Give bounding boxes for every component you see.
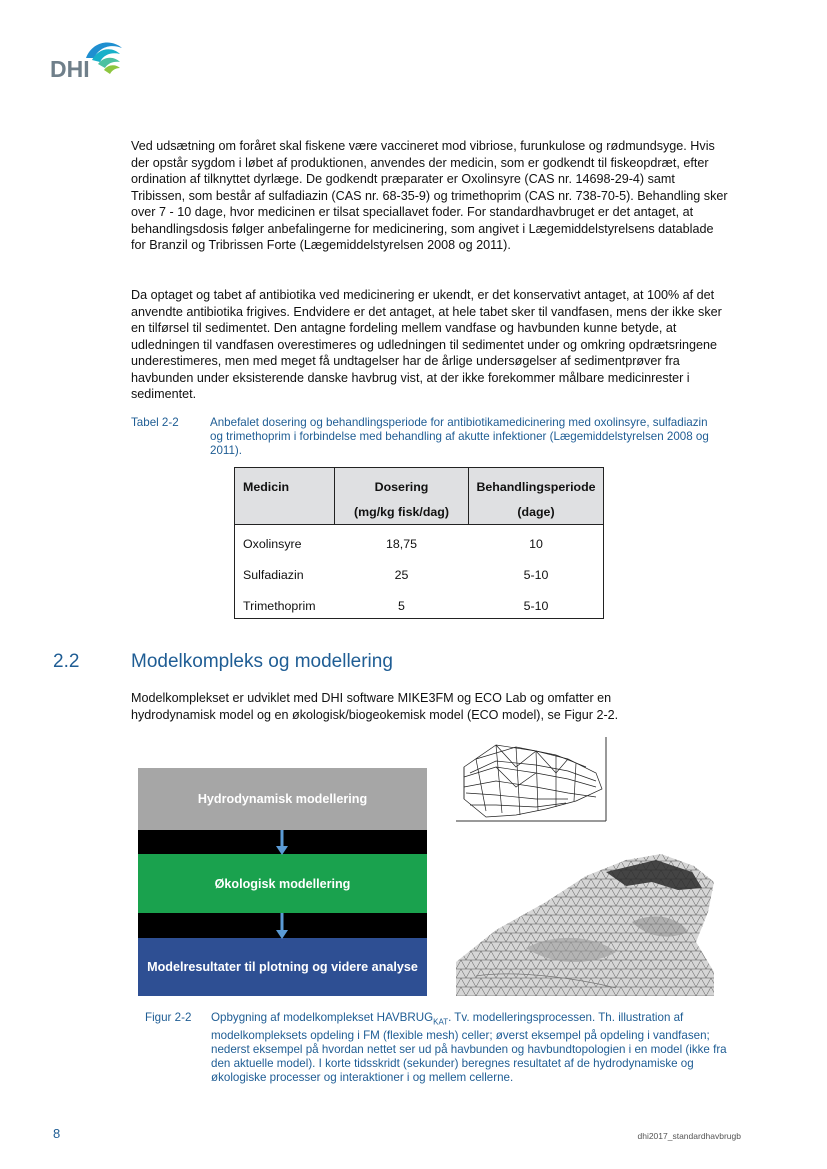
arrow-down-icon: [276, 913, 288, 939]
cell-periode: 10: [529, 537, 543, 551]
process-diagram: [138, 768, 427, 996]
dhi-logo: [48, 36, 128, 82]
dosage-table: [234, 467, 604, 619]
caption-subscript: KAT: [433, 1017, 449, 1027]
seabed-mesh-illustration: [456, 852, 716, 996]
figure-caption: [145, 1011, 735, 1083]
section-number: 2.2: [53, 651, 80, 672]
caption-text-after: . Tv. modelleringsprocessen. Th. illustration af modelkompleksets opdeling i FM (flexible mesh) celler; øverst eksempel på opdeling i vandfasen; nederst eksempel på hvordan nettet ser ud på havbunden og havbundtopologien i en model (ikke fra den aktuelle model). I korte tidsskridt (sekunder) beregnes resultatet af de hydrodynamiske og økologiske processer og interaktioner i og mellem cellerne.: [211, 1011, 727, 1084]
cell-dosering: 25: [394, 568, 409, 582]
subheader-behandlingsperiode: (dage): [517, 505, 555, 519]
document-id: dhi2017_standardhavbrugb: [637, 1131, 741, 1141]
box-label: Modelresultater til plotning og videre analyse: [147, 960, 418, 974]
box-label: Økologisk modellering: [214, 876, 351, 891]
mesh-3d-grid-illustration: [456, 737, 608, 825]
subheader-dosering: (mg/kg fisk/dag): [353, 505, 449, 519]
cell-periode: 5-10: [523, 568, 549, 582]
table-caption-label: Tabel 2-2: [131, 416, 179, 429]
cell-medicin: Sulfadiazin: [243, 568, 304, 582]
paragraph-2: [131, 287, 731, 403]
header-medicin: Medicin: [243, 480, 290, 494]
arrow-down-icon: [276, 830, 288, 855]
section-paragraph: [131, 690, 691, 723]
cell-medicin: Trimethoprim: [243, 599, 316, 613]
paragraph-text: Ved udsætning om foråret skal fiskene være vaccineret mod vibriose, furunkulose og rødmundsyge. Hvis der opstår sygdom i løbet af produktionen, anvendes der medicin, som er godkendt til fiskeopdræt, efter ordination af tilknyttet dyrlæge. De godkendt præparater er Oxolinsyre (CAS nr. 14698-29-4) samt Tribissen, som består af sulfadiazin (CAS nr. 68-35-9) og trimethoprim (CAS nr. 738-70-5). Behandling sker over 7 - 10 dage, hvor medicinen er tilsat speciallavet foder. For standardhavbruget er det antaget, at behandlingsdosis følger anbefalingerne for medicinering, som angivet i Lægemiddelstyrelsens datablade for Branzil og Tribrissen Forte (Lægemiddelstyrelsen 2008 og 2011).: [131, 139, 728, 252]
caption-text-before: Opbygning af modelkomplekset HAVBRUG: [211, 1011, 434, 1024]
figure-caption-text: [211, 1011, 729, 1084]
section-title: Modelkompleks og modellering: [131, 651, 393, 672]
cell-dosering: 5: [398, 599, 405, 613]
figure-caption-label: Figur 2-2: [145, 1011, 192, 1024]
table-caption: [131, 416, 731, 462]
logo-text: DHI: [50, 56, 90, 82]
table-caption-text: Anbefalet dosering og behandlingsperiode for antibiotikamedicinering med oxolinsyre, sulfadiazin og trimethoprim i forbindelse med behandling af akutte infektioner (Lægemiddelstyrelsen 2008 og 2011).: [210, 416, 709, 457]
arrow-icons: [138, 768, 427, 996]
paragraph-text: Modelkomplekset er udviklet med DHI software MIKE3FM og ECO Lab og omfatter en hydrodynamisk model og en økologisk/biogeokemisk model (ECO model), se Figur 2-2.: [131, 691, 619, 722]
header-dosering: Dosering: [374, 480, 429, 494]
header-behandlingsperiode: Behandlingsperiode: [476, 480, 596, 494]
paragraph-1: [131, 138, 731, 254]
cell-medicin: Oxolinsyre: [243, 537, 302, 551]
page-number: 8: [53, 1126, 61, 1141]
paragraph-text: Da optaget og tabet af antibiotika ved medicinering er ukendt, er det konservativt antaget, at 100% af det anvendte antibiotika frigives. Endvidere er det antaget, at hele tabet sker til vandfasen, mens der ikke sker en tilførsel til sedimentet. Den antagne fordeling mellem vandfase og havbunden kunne betyde, at udledningen til vandfasen overestimeres og udledningen til sedimentet under og omkring opdrætsringene underestimeres, men med meget få undtagelser har de årlige undersøgelser af sedimentprøver fra havbunden under eksisterende danske havbrug vist, at der ikke forekommer målbare medicinrester i sedimentet.: [131, 288, 722, 401]
box-label: Hydrodynamisk modellering: [197, 792, 368, 806]
cell-periode: 5-10: [523, 599, 549, 613]
cell-dosering: 18,75: [385, 537, 417, 551]
